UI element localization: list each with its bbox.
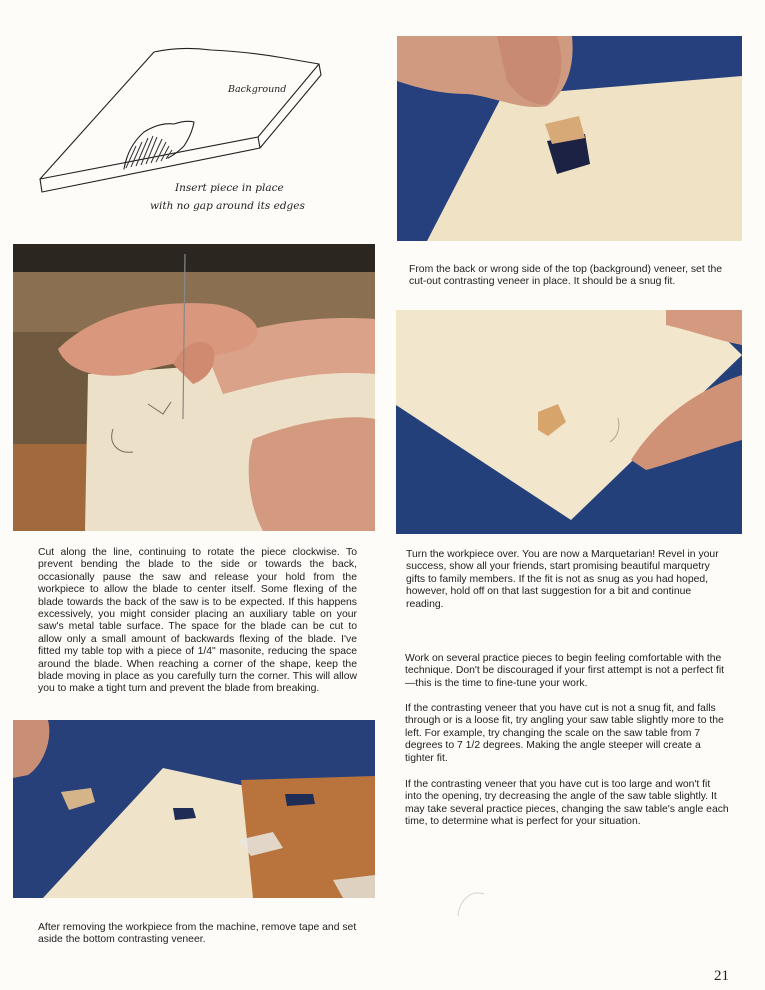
sketch-note-line2: with no gap around its edges bbox=[150, 200, 305, 212]
caption-turn-over: Turn the workpiece over. You are now a Marquetarian! Revel in your success, show all your friends, start promising beautiful marquetry gifts to family members. If the fit is not as snug as you had hoped, however, hold off on that last suggestion for a bit and continue reading. bbox=[406, 549, 719, 610]
photo-remove-tape bbox=[13, 720, 375, 898]
page-number: 21 bbox=[714, 968, 729, 984]
caption-practice: Work on several practice pieces to begin feeling comfortable with the technique. Don't be discouraged if your first attempt is not a perfect fit—this is the time to fine-tune your work. bbox=[405, 653, 725, 689]
caption-too-large: If the contrasting veneer that you have cut is too large and won't fit into the opening, try decreasing the angle of the saw table slightly. It may take several practice pieces, changing the saw table's angle each time, to determine what is perfect for your situation. bbox=[405, 779, 729, 828]
caption-not-snug: If the contrasting veneer that you have cut is not a snug fit, and falls through or is a loose fit, try angling your saw table slightly more to the left. For example, try changing the scale on the saw table from 7 degrees to 7 1/2 degrees. Making the angle steeper will create a tighter fit. bbox=[405, 703, 724, 764]
photo-set-piece-in-place bbox=[397, 36, 742, 241]
veneer-sketch bbox=[36, 42, 336, 202]
caption-remove-tape: After removing the workpiece from the machine, remove tape and set aside the bottom contrasting veneer. bbox=[38, 922, 357, 946]
caption-cut-along-line: Cut along the line, continuing to rotate the piece clockwise. To prevent bending the blade to the side or towards the back, occasionally pause the saw and release your hold from the workpiece to allow the blade to center itself. Some flexing of the blade towards the back of the saw is to be expected. If this happens excessively, you might consider placing an auxiliary table on your saw's metal table surface. The space for the blade can be cut to allow only a small amount of backwards flexing of the blade. I've fitted my table top with a piece of 1/4" masonite, reducing the space around the blade. When reaching a corner of the shape, keep the blade moving in place as you carefully turn the corner. This will allow you to make a tight turn and prevent the blade from breaking. bbox=[38, 547, 357, 695]
veneer-sketch-drawing bbox=[36, 42, 336, 202]
caption-from-the-back: From the back or wrong side of the top (background) veneer, set the cut-out contrasting veneer in place. It should be a snug fit. bbox=[409, 264, 723, 288]
photo-scroll-saw-cutting bbox=[13, 244, 375, 531]
sketch-label-background: Background bbox=[228, 84, 287, 95]
sketch-note-line1: Insert piece in place bbox=[175, 182, 284, 194]
photo-turned-over bbox=[396, 310, 742, 534]
page-mark bbox=[452, 888, 492, 922]
